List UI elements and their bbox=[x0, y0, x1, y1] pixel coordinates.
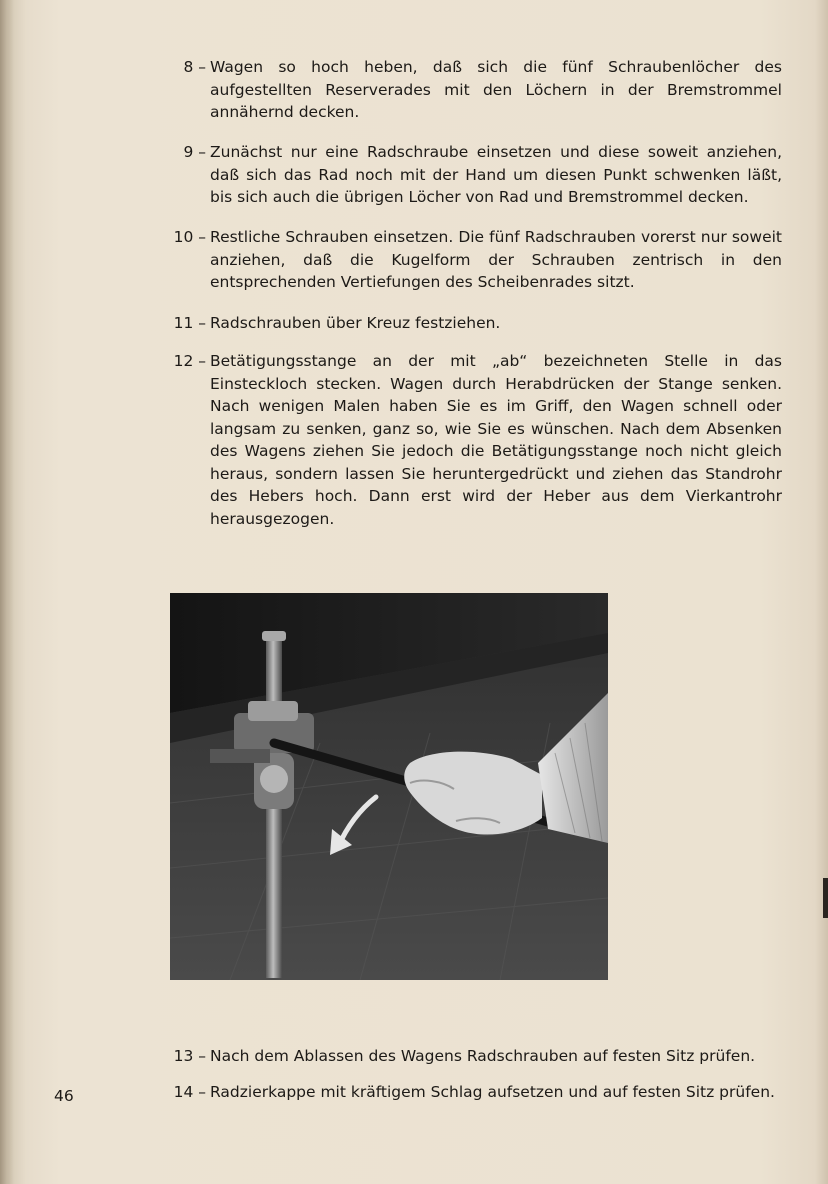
step-number: 14 – bbox=[173, 1083, 206, 1101]
step-number: 12 – bbox=[173, 352, 206, 370]
step-13 bbox=[160, 1045, 782, 1068]
step-number: 13 – bbox=[173, 1047, 206, 1065]
step-text: Wagen so hoch heben, daß sich die fünf Schraubenlöcher des aufgestellten Reserverades mit den Löchern in der Bremstrommel annähernd decken. bbox=[210, 58, 782, 121]
step-text: Nach dem Ablassen des Wagens Radschrauben auf festen Sitz prüfen. bbox=[210, 1047, 756, 1065]
step-number: 8 – bbox=[183, 58, 206, 76]
step-8 bbox=[160, 56, 782, 124]
step-number: 10 – bbox=[173, 228, 206, 246]
book-spine-shadow bbox=[0, 0, 14, 1184]
step-text: Zunächst nur eine Radschraube einsetzen und diese soweit anziehen, daß sich das Rad noch mit der Hand um diesen Punkt schwenken läßt, bis sich auch die übrigen Löcher von Rad und Bremstrommel decken. bbox=[210, 143, 782, 206]
step-number: 11 – bbox=[173, 314, 206, 332]
jack-lowering-photo bbox=[170, 593, 608, 980]
step-12 bbox=[160, 350, 782, 530]
page-edge-mark bbox=[823, 878, 828, 918]
step-text: Radzierkappe mit kräftigem Schlag aufsetzen und auf festen Sitz prüfen. bbox=[210, 1083, 775, 1101]
step-text: Restliche Schrauben einsetzen. Die fünf Radschrauben vorerst nur soweit anziehen, daß die Kugelform der Schrauben zentrisch in den entsprechenden Vertiefungen des Scheibenrades sitzt. bbox=[210, 228, 782, 291]
page-number: 46 bbox=[54, 1087, 74, 1105]
step-text: Betätigungsstange an der mit „ab“ bezeichneten Stelle in das Einsteckloch stecken. Wagen durch Herabdrücken der Stange senken. Nach wenigen Malen haben Sie es im Griff, den Wagen schnell oder langsam zu senken, ganz so, wie Sie es wünschen. Nach dem Absenken des Wagens ziehen Sie jedoch die Betätigungsstange noch nicht gleich heraus, sondern lassen Sie heruntergedrückt und ziehen das Standrohr des Hebers hoch. Dann erst wird der Heber aus dem Vierkantrohr herausgezogen. bbox=[210, 352, 782, 528]
photo-illustration bbox=[170, 593, 608, 980]
step-9 bbox=[160, 141, 782, 209]
step-14 bbox=[160, 1081, 782, 1104]
step-number: 9 – bbox=[183, 143, 206, 161]
step-text: Radschrauben über Kreuz festziehen. bbox=[210, 314, 501, 332]
jack-top bbox=[262, 631, 286, 641]
step-10 bbox=[160, 226, 782, 294]
step-11 bbox=[160, 312, 782, 335]
